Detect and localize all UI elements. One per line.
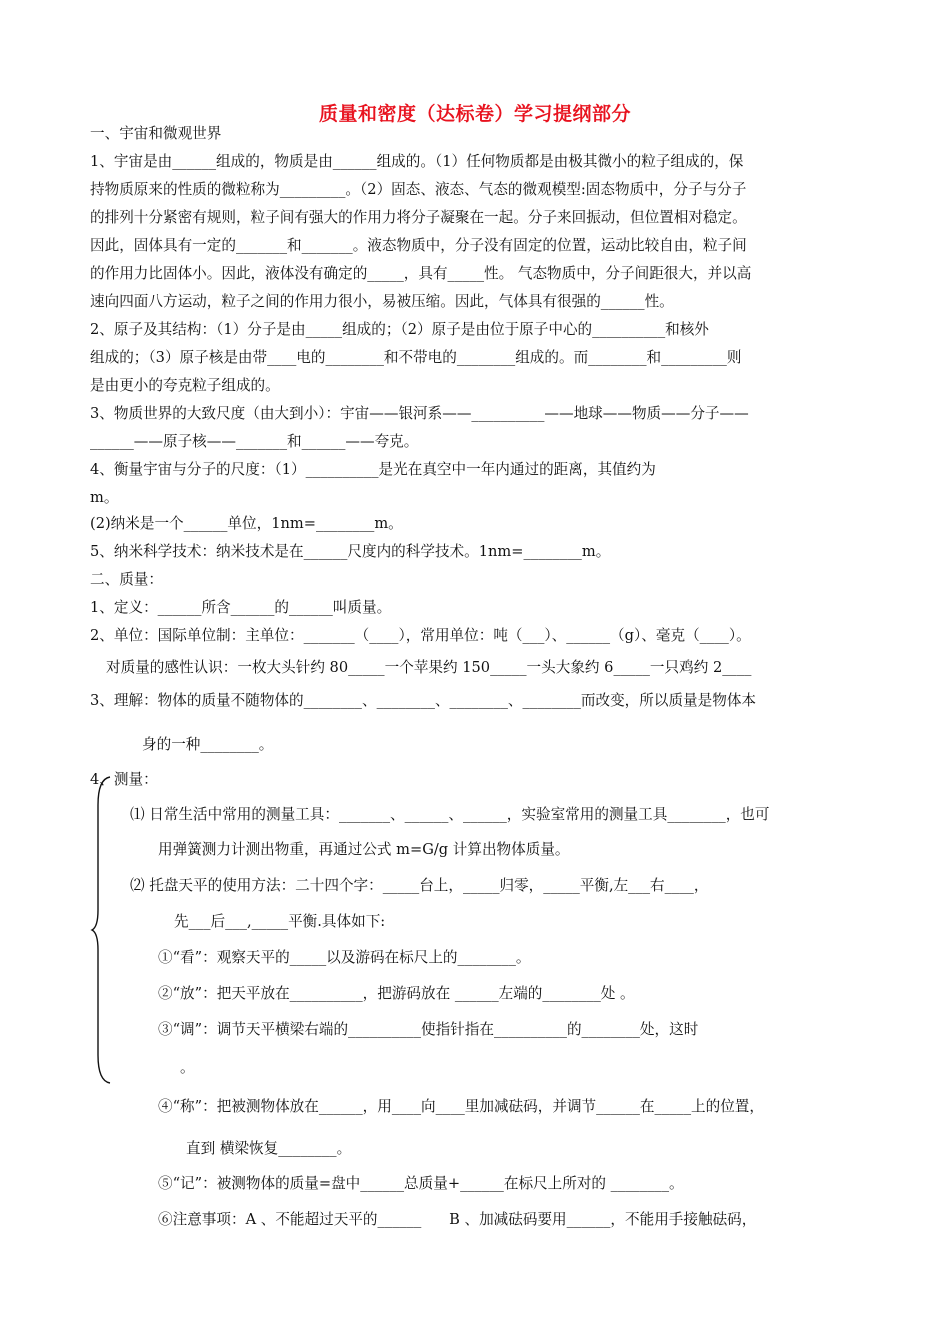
outline-line: ⑵ 托盘天平的使用方法：二十四个字：_____台上，_____归零，_____平衡,左___右____， bbox=[130, 877, 709, 894]
outline-line: 直到 横梁恢复________。 bbox=[186, 1140, 352, 1157]
outline-line: 5、纳米科学技术：纳米技术是在______尺度内的科学技术。1nm=________m。 bbox=[90, 543, 611, 560]
outline-line: 4、测量： bbox=[90, 771, 158, 788]
outline-line: 1、宇宙是由______组成的，物质是由______组成的。（1）任何物质都是由极其微小的粒子组成的，保 bbox=[90, 153, 744, 170]
page-title: 质量和密度（达标卷）学习提纲部分 bbox=[318, 103, 631, 125]
outline-line: 的排列十分紧密有规则，粒子间有强大的作用力将分子凝聚在一起。分子来回振动，但位置相对稳定。 bbox=[90, 209, 747, 226]
outline-line: ③“调”：调节天平横梁右端的__________使指针指在__________的________处，这时 bbox=[158, 1021, 699, 1038]
outline-line: 一、宇宙和微观世界 bbox=[90, 125, 222, 142]
outline-line: 对质量的感性认识：一枚大头针约 80_____一个苹果约 150_____一头大象约 6_____一只鸡约 2____ bbox=[106, 659, 752, 676]
outline-line: 3、理解：物体的质量不随物体的________、________、________、________而改变，所以质量是物体本 bbox=[90, 692, 757, 709]
outline-line: ④“称”：把被测物体放在______，用____向____里加减砝码，并调节______在_____上的位置， bbox=[158, 1098, 764, 1115]
outline-line: ⑤“记”：被测物体的质量=盘中______总质量+______在标尺上所对的 ________。 bbox=[158, 1175, 684, 1192]
outline-line: (2)纳米是一个______单位，1nm=________m。 bbox=[90, 515, 403, 532]
outline-line: 组成的；（3）原子核是由带____电的________和不带电的________组成的。而________和_________则 bbox=[90, 349, 742, 366]
outline-line: 先___后___,_____平衡.具体如下: bbox=[174, 913, 386, 930]
outline-line: 的作用力比固体小。因此，液体没有确定的_____，具有_____性。 气态物质中，分子间距很大，并以高 bbox=[90, 265, 752, 282]
outline-line: 用弹簧测力计测出物重，再通过公式 m=G/g 计算出物体质量。 bbox=[158, 841, 570, 858]
outline-line: ______——原子核——_______和______——夸克。 bbox=[90, 433, 419, 450]
outline-line: ⑥注意事项：A 、不能超过天平的______ B 、加减砝码要用______，不能用手接触砝码， bbox=[158, 1211, 757, 1228]
outline-line: m。 bbox=[90, 489, 119, 506]
outline-line: 3、物质世界的大致尺度（由大到小）：宇宙——银河系——__________——地球——物质——分子—— bbox=[90, 405, 749, 422]
outline-line: 2、原子及其结构：（1）分子是由_____组成的；（2）原子是由位于原子中心的__________和核外 bbox=[90, 321, 709, 338]
outline-line: 身的一种________。 bbox=[142, 736, 274, 753]
outline-line: ②“放”：把天平放在__________，把游码放在 ______左端的________处 。 bbox=[158, 985, 635, 1002]
outline-line: 。 bbox=[180, 1059, 195, 1076]
outline-line: 是由更小的夸克粒子组成的。 bbox=[90, 377, 280, 394]
outline-line: 1、定义：______所含______的______叫质量。 bbox=[90, 599, 392, 616]
outline-line: 速向四面八方运动，粒子之间的作用力很小，易被压缩。因此，气体具有很强的______性。 bbox=[90, 293, 674, 310]
outline-line: 4、衡量宇宙与分子的尺度：（1）__________是光在真空中一年内通过的距离，其值约为 bbox=[90, 461, 656, 478]
outline-line: 因此，固体具有一定的_______和_______。液态物质中，分子没有固定的位置，运动比较自由，粒子间 bbox=[90, 237, 747, 254]
outline-line: 2、单位：国际单位制：主单位：_______（____），常用单位：吨（___）、______（g）、毫克（____）。 bbox=[90, 627, 751, 644]
outline-line: ①“看”：观察天平的_____以及游码在标尺上的________。 bbox=[158, 949, 531, 966]
curly-brace-icon bbox=[90, 775, 114, 1085]
outline-line: ⑴ 日常生活中常用的测量工具：_______、______、______，实验室常用的测量工具________，也可 bbox=[130, 806, 770, 823]
outline-line: 二、质量： bbox=[90, 571, 163, 588]
outline-line: 持物质原来的性质的微粒称为_________。（2）固态、液态、气态的微观模型:固态物质中，分子与分子 bbox=[90, 181, 747, 198]
